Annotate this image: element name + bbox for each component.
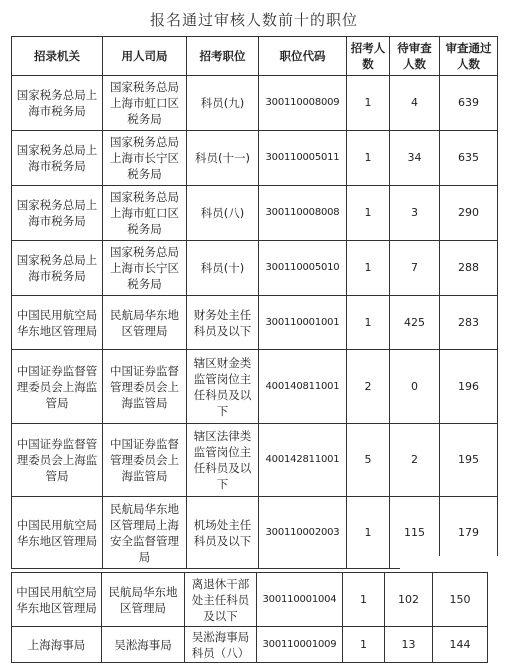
quota-cell: 1 <box>347 497 390 569</box>
pending-cell: 7 <box>390 241 440 296</box>
quota-cell: 1 <box>343 627 385 663</box>
pending-cell: 4 <box>390 76 440 131</box>
agency-cell: 国家税务总局上海市税务局 <box>12 131 103 186</box>
pending-cell: 13 <box>385 627 433 663</box>
table-row <box>12 241 498 296</box>
pending-cell: 0 <box>390 350 440 424</box>
approved-cell: 179 <box>440 497 498 569</box>
agency-cell: 中国民用航空局华东地区管理局 <box>12 296 103 350</box>
agency-cell: 国家税务总局上海市税务局 <box>12 186 103 241</box>
header-cell: 用人司局 <box>103 37 187 76</box>
code-cell: 300110001004 <box>257 573 343 627</box>
table-row <box>12 131 498 186</box>
table-row <box>12 76 498 131</box>
approved-cell: 196 <box>440 350 498 424</box>
pending-cell: 425 <box>390 296 440 350</box>
department-cell: 吴淞海事局 <box>102 627 185 663</box>
header-cell: 职位代码 <box>259 37 347 76</box>
position-cell: 科员(八) <box>187 186 259 241</box>
department-cell: 国家税务总局上海市长宁区税务局 <box>103 131 187 186</box>
agency-cell: 国家税务总局上海市税务局 <box>12 76 103 131</box>
department-cell: 国家税务总局上海市长宁区税务局 <box>103 241 187 296</box>
quota-cell: 1 <box>347 76 390 131</box>
position-cell: 吴淞海事局科员（八） <box>185 627 257 663</box>
quota-cell: 1 <box>347 296 390 350</box>
code-cell: 400140811001 <box>259 350 347 424</box>
position-cell: 辖区法律类监管岗位主任科员及以下 <box>187 424 259 497</box>
torn-edge <box>400 556 508 570</box>
position-cell: 辖区财金类监管岗位主任科员及以下 <box>187 350 259 424</box>
department-cell: 中国证券监督管理委员会上海监管局 <box>103 424 187 497</box>
code-cell: 300110008009 <box>259 76 347 131</box>
agency-cell: 国家税务总局上海市税务局 <box>12 241 103 296</box>
department-cell: 国家税务总局上海市虹口区税务局 <box>103 186 187 241</box>
page-title: 报名通过审核人数前十的职位 <box>149 11 358 29</box>
position-cell: 科员(九) <box>187 76 259 131</box>
header-cell: 招考职位 <box>187 37 259 76</box>
agency-cell: 中国证券监督管理委员会上海监管局 <box>12 424 103 497</box>
position-cell: 机场处主任科员及以下 <box>187 497 259 569</box>
pending-cell: 102 <box>385 573 433 627</box>
header-cell: 招考人数 <box>347 37 390 76</box>
header-cell: 待审查人数 <box>390 37 440 76</box>
agency-cell: 中国民用航空局华东地区管理局 <box>12 573 102 627</box>
pending-cell: 34 <box>390 131 440 186</box>
approved-cell: 150 <box>433 573 488 627</box>
department-cell: 国家税务总局上海市虹口区税务局 <box>103 76 187 131</box>
table-row <box>12 627 488 663</box>
table-row <box>12 573 488 627</box>
approved-cell: 283 <box>440 296 498 350</box>
position-cell: 离退休干部处主任科员及以下 <box>185 573 257 627</box>
code-cell: 300110001001 <box>259 296 347 350</box>
quota-cell: 1 <box>343 573 385 627</box>
table-row <box>12 186 498 241</box>
code-cell: 300110001009 <box>257 627 343 663</box>
position-cell: 财务处主任科员及以下 <box>187 296 259 350</box>
pending-cell: 3 <box>390 186 440 241</box>
department-cell: 民航局华东地区管理局上海安全监督管理局 <box>103 497 187 569</box>
code-cell: 400142811001 <box>259 424 347 497</box>
table-header-row <box>12 37 498 76</box>
positions-table-continued <box>11 572 488 663</box>
department-cell: 民航局华东地区管理局 <box>103 296 187 350</box>
quota-cell: 1 <box>347 186 390 241</box>
code-cell: 300110005011 <box>259 131 347 186</box>
approved-cell: 288 <box>440 241 498 296</box>
department-cell: 中国证券监督管理委员会上海监管局 <box>103 350 187 424</box>
quota-cell: 1 <box>347 241 390 296</box>
positions-table <box>11 36 498 569</box>
agency-cell: 中国证券监督管理委员会上海监管局 <box>12 350 103 424</box>
position-cell: 科员(十一) <box>187 131 259 186</box>
code-cell: 300110002003 <box>259 497 347 569</box>
table-row <box>12 350 498 424</box>
agency-cell: 中国民用航空局华东地区管理局 <box>12 497 103 569</box>
quota-cell: 5 <box>347 424 390 497</box>
quota-cell: 1 <box>347 131 390 186</box>
approved-cell: 195 <box>440 424 498 497</box>
code-cell: 300110008008 <box>259 186 347 241</box>
position-cell: 科员(十) <box>187 241 259 296</box>
table-row <box>12 424 498 497</box>
code-cell: 300110005010 <box>259 241 347 296</box>
pending-cell: 115 <box>390 497 440 569</box>
department-cell: 民航局华东地区管理局 <box>102 573 185 627</box>
header-cell: 招录机关 <box>12 37 103 76</box>
pending-cell: 2 <box>390 424 440 497</box>
quota-cell: 2 <box>347 350 390 424</box>
approved-cell: 635 <box>440 131 498 186</box>
agency-cell: 上海海事局 <box>12 627 102 663</box>
approved-cell: 639 <box>440 76 498 131</box>
table-row <box>12 296 498 350</box>
header-cell: 审查通过人数 <box>440 37 498 76</box>
approved-cell: 144 <box>433 627 488 663</box>
approved-cell: 290 <box>440 186 498 241</box>
